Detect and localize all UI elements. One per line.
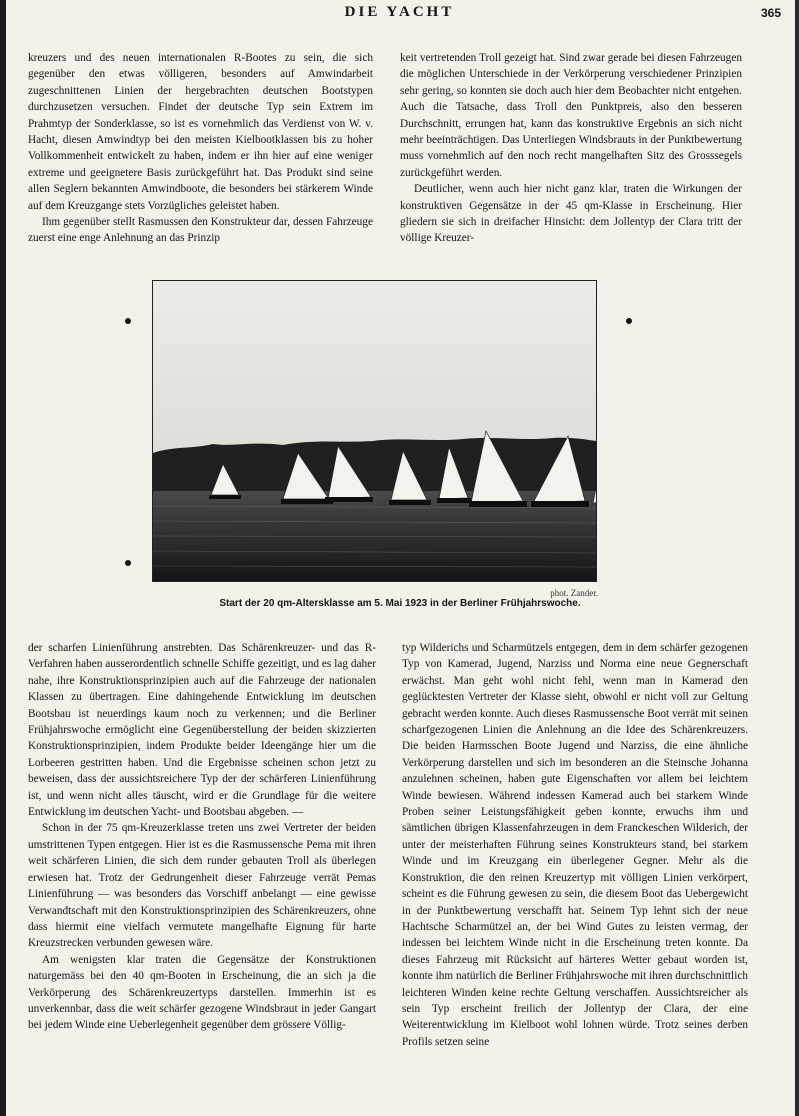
- binding-hole-mark: [125, 560, 131, 566]
- paragraph: typ Wilderichs und Scharmützels entgegen, dem in dem schärfer gezogenen Typ von Kamerad, Jugend, Narziss und Norma eine neue Gegnerschaft erwächst. Man geht wohl nicht fehl, wenn man in Kamerad den geglücktesten Vertreter der Klasse sieht, obwohl er nicht voll zur Geltung gebracht werden konnte. Auch dieses Rasmussensche Boot verrät mit seinen scharfgezogenen Linien die Anlehnung an die Idee des Schärenkreuzers. Die beiden Harmsschen Boote Jugend und Narziss, die eine ähnliche Verkörperung darstellen und sich im besonderen an die Steinsche Johanna anzulehnen scheinen, haben gute Eigenschaften vor allem bei leichtem Winde bewiesen. Während indessen Kamerad auch bei starkem Winde Proben seiner Leistungsfähigkeit geben konnte, erwuchs ihm und sämtlichen übrigen Klassenfahrzeugen in dem Franckeschen Wilderich, der unter der meisterhaften Führung seines Konstrukteurs stand, bei starkem Winde und im Kreuzgang ein überlegener Gegner. Mehr als die Konstruktion, die den reinen Kreuzertyp mit völligen Linien verkörpert, scheint es die Führung gewesen zu sein, die diesem Boot das Uebergewicht in der Punktbewertung verschafft hat. Seinem Typ lehnt sich der neue Hachtsche Scharmützel an, der bei Wind Gutes zu leisten vermag, der indessen bei leichtem Winde nicht in die Erscheinung treten konnte. Da dieses Fahrzeug mit Rücksicht auf härteres Wetter gebaut worden ist, konnte ihm natürlich die Berliner Frühjahrswoche mit ihren durchschnittlich leichteren Winden keine rechte Geltung verschaffen. Aussichtsreicher als sein Typ erscheint freilich der Jollentyp der Clara, der eine Weiterentwicklung im Kielboot wohl lohnen würde. Trotz seines derben Profils setzen seine: [402, 642, 748, 1048]
- page-number: 365: [760, 6, 781, 20]
- paragraph: der scharfen Linienführung anstrebten. Das Schärenkreuzer- und das R-Verfahren haben ausserordentlich schnelle Schiffe gezeitigt, und es lag daher nahe, ihre Konstruktionsprinzipien auch auf die Fahrzeuge der nationalen Klassen zu übertragen. Eine dahingehende Entwicklung im deutschen Bootsbau ist neuerdings kaum noch zu verkennen; und die Berliner Frühjahrswoche ermöglicht eine Gegenüberstellung der beiden skizzierten Konstruktionsprinzipien, indem Produkte beider Ideengänge hier um die Lorbeeren gestritten haben. Und die Ergebnisse scheinen schon jetzt zu beweisen, dass der aussichtsreichere Typ der der schärferen Linienführung ist, und wenn nicht alles täuscht, wird er die Grundlage für die weitere Entwicklung im deutschen Yacht- und Bootsbau abgeben. —: [28, 642, 376, 819]
- paragraph: Deutlicher, wenn auch hier nicht ganz klar, traten die Wirkungen der konstruktiven Gegensätze in der 45 qm-Klasse in Erscheinung. Hier gliedern sie sich in dreifacher Hinsicht: dem Jollentyp der Clara tritt der völlige Kreuzer-: [400, 183, 742, 245]
- page-left-edge: [0, 0, 6, 1116]
- paragraph: Schon in der 75 qm-Kreuzerklasse treten uns zwei Vertreter der beiden umstrittenen Typen entgegen. Hier ist es die Rasmussensche Pema mit ihren weit schärferen Linien, die sich dem runder gebauten Troll als überlegen erwiesen hat. Trotz der Gedrungenheit dieser Fahrzeuge verrät Pemas Linienführung — was besonders das Vorschiff anbelangt — eine gewisse Verwandtschaft mit den Konstruktionsprinzipien des Schärenkreuzers, ohne dass hiermit eine vielfach vermutete mangelhafte Eignung für harte Kreuzstrecken verbunden gewesen wäre.: [28, 822, 376, 950]
- paragraph: keit vertretenden Troll gezeigt hat. Sind zwar gerade bei diesen Fahrzeugen die möglichen Unterschiede in der Verkörperung verschiedener Prinzipien sehr gering, so konnten sie doch auch hier dem Beobachter nicht entgehen. Auch die Tatsache, dass Troll den Punktpreis, also den besseren Durchschnitt, errungen hat, kann das konstruktive Ergebnis an sich nicht mehr beeinträchtigen. Das Unterliegen Windsbrauts in der Punktbewertung muss vornehmlich auf den noch recht mangelhaften Sitz des Grosssegels zurückgeführt werden.: [400, 52, 742, 179]
- binding-hole-mark: [125, 318, 131, 324]
- running-header-title: DIE YACHT: [344, 4, 455, 20]
- paragraph: Ihm gegenüber stellt Rasmussen den Konstrukteur dar, dessen Fahrzeuge zuerst eine enge Anlehnung an das Prinzip: [28, 216, 373, 245]
- photo-caption: Start der 20 qm-Altersklasse am 5. Mai 1923 in der Berliner Frühjahrswoche.: [219, 598, 581, 609]
- binding-hole-mark: [626, 318, 632, 324]
- column-top-left: [28, 50, 373, 247]
- paragraph: Am wenigsten klar traten die Gegensätze der Konstruktionen naturgemäss bei den 40 qm-Booten in Erscheinung, die an sich ja die Verkörperung des Schärenkreuzertyps darstellen. Immerhin ist es unverkennbar, dass die weit schärfer gezogene Windsbraut in jeder Gangart bei jedem Winde eine Ueberlegenheit gegenüber dem grössere Völlig-: [28, 953, 376, 1032]
- column-bottom-left: [28, 640, 376, 1034]
- photo-credit: phot. Zander.: [550, 588, 598, 598]
- column-bottom-right: [402, 640, 748, 1050]
- sailboats-image: [153, 281, 596, 581]
- regatta-photograph: [152, 280, 597, 582]
- page-right-edge: [795, 0, 799, 1116]
- column-top-right: [400, 50, 742, 247]
- paragraph: kreuzers und des neuen internationalen R-Bootes zu sein, die sich gegenüber den etwas völligeren, besonders auf Amwindarbeit zugeschnittenen Linien der hergebrachten deutschen Bootstypen durchzusetzen versuchen. Findet der deutsche Typ sein Extrem im Prahmtyp der Sonderklasse, so ist es vornehmlich das Verdienst von W. v. Hacht, diesen Amwindtyp bei den meisten Kielbootklassen bis zu hoher Vollkommenheit entwickelt zu haben, indem er ihn hier auf eine weniger extreme und geeignetere Basis zurückgeführt hat. Das Produkt sind seine allen Seglern bekannten Amwindboote, die besonders bei stärkerem Winde auf dem Kreuzgange stets Vorzügliches geleistet haben.: [28, 52, 373, 212]
